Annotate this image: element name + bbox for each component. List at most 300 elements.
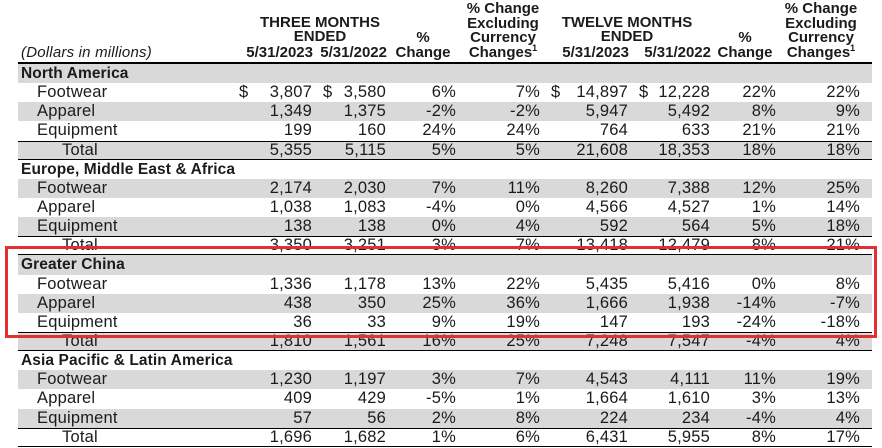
data-row	[18, 83, 872, 102]
percent: 4%	[515, 217, 540, 236]
pct-cell	[778, 160, 872, 179]
amount: 12,479	[658, 236, 710, 255]
percent: 22%	[742, 83, 776, 102]
amount: 1,178	[343, 274, 386, 293]
value-cell	[230, 409, 314, 428]
amount: 56	[367, 408, 386, 427]
total-row	[18, 332, 872, 351]
value-cell	[230, 255, 314, 274]
header-line: % Change	[466, 0, 540, 17]
value-cell	[630, 333, 712, 350]
value-cell	[230, 333, 314, 350]
header-line: Changes$^1$	[786, 42, 856, 61]
value-cell	[630, 217, 712, 236]
value-cell	[630, 237, 712, 254]
percent: 21%	[742, 121, 776, 140]
percent: 4%	[835, 408, 860, 427]
percent: -2%	[426, 102, 456, 121]
pct-cell	[458, 102, 542, 121]
percent: 7%	[515, 83, 540, 102]
pct-cell	[712, 429, 778, 446]
percent: 8%	[835, 274, 860, 293]
percent: 19%	[826, 370, 860, 389]
amount: 3,580	[343, 83, 386, 102]
percent: -7%	[830, 293, 860, 312]
value-cell	[630, 255, 712, 274]
pct-cell	[712, 389, 778, 408]
header-line: %	[738, 29, 752, 46]
pct-cell	[388, 275, 458, 294]
pct-cell	[458, 370, 542, 389]
percent: 8%	[751, 102, 776, 121]
data-row	[18, 294, 872, 313]
pct-cell	[388, 179, 458, 198]
value-cell	[542, 217, 630, 236]
header-line: % Change	[784, 0, 858, 17]
value-cell	[630, 351, 712, 370]
percent: 5%	[751, 217, 776, 236]
value-cell	[314, 179, 388, 198]
value-cell	[542, 121, 630, 140]
pct-change-header-12mo	[712, 0, 778, 62]
date-12mo-2023: 5/31/2023	[562, 43, 629, 61]
data-row	[18, 217, 872, 236]
value-cell	[542, 237, 630, 254]
pct-cell	[778, 121, 872, 140]
row-label: Total	[62, 236, 98, 255]
value-cell	[542, 429, 630, 446]
pct-cell	[388, 294, 458, 313]
value-cell	[542, 83, 630, 102]
percent: 21%	[826, 236, 860, 255]
value-cell	[230, 142, 314, 159]
pct-cell	[458, 389, 542, 408]
pct-cell	[778, 198, 872, 217]
pct-cell	[388, 313, 458, 332]
amount: 138	[283, 217, 312, 236]
value-cell	[630, 429, 712, 446]
pct-cell	[778, 64, 872, 83]
twelve-months-dates	[542, 43, 712, 61]
value-cell	[230, 64, 314, 83]
total-row	[18, 428, 872, 447]
row-label: Footwear	[37, 274, 108, 293]
amount: 5,947	[585, 102, 628, 121]
percent: 11%	[743, 370, 776, 389]
amount: 1,610	[667, 389, 710, 408]
amount: 2,174	[269, 178, 312, 197]
value-cell	[314, 121, 388, 140]
amount: 5,115	[344, 140, 386, 159]
value-cell	[542, 370, 630, 389]
value-cell	[542, 64, 630, 83]
currency-symbol: $	[551, 83, 561, 102]
value-cell	[630, 142, 712, 159]
value-cell	[314, 255, 388, 274]
value-cell	[230, 370, 314, 389]
value-cell	[542, 389, 630, 408]
amount: 3,251	[343, 236, 386, 255]
amount: 1,230	[269, 370, 312, 389]
value-cell	[230, 83, 314, 102]
percent: 14%	[826, 197, 860, 216]
header-line: Excluding	[785, 14, 857, 32]
pct-cell	[458, 179, 542, 198]
header-line: ENDED	[600, 28, 654, 45]
row-label: Asia Pacific & Latin America	[21, 352, 233, 370]
data-row	[18, 313, 872, 332]
amount: 7,248	[585, 331, 628, 350]
pct-cell	[778, 142, 872, 159]
pct-cell	[388, 370, 458, 389]
pct-cell	[712, 333, 778, 350]
value-cell	[230, 217, 314, 236]
amount: 1,083	[343, 197, 386, 216]
pct-cell	[712, 83, 778, 102]
date-3mo-2022: 5/31/2022	[320, 43, 387, 61]
pct-cell	[712, 121, 778, 140]
row-label: Total	[62, 427, 98, 446]
amount: 3,807	[269, 83, 312, 102]
amount: 5,355	[269, 140, 312, 159]
pct-cell	[388, 389, 458, 408]
amount: 14,897	[576, 83, 628, 102]
amount: 1,561	[343, 331, 386, 350]
pct-cell	[388, 255, 458, 274]
value-cell	[230, 389, 314, 408]
percent: 7%	[515, 370, 540, 389]
amount: 7,547	[667, 331, 710, 350]
pct-cell	[388, 198, 458, 217]
percent: 21%	[826, 121, 860, 140]
pct-excl-currency-header-12mo	[778, 0, 872, 62]
header-line: THREE MONTHS	[260, 13, 380, 31]
pct-cell	[712, 160, 778, 179]
percent: 13%	[422, 274, 456, 293]
row-label: Apparel	[37, 389, 96, 408]
value-cell	[314, 351, 388, 370]
pct-cell	[778, 237, 872, 254]
pct-cell	[778, 333, 872, 350]
pct-cell	[712, 198, 778, 217]
percent: 6%	[515, 427, 540, 446]
pct-cell	[458, 275, 542, 294]
pct-cell	[458, 121, 542, 140]
value-cell	[230, 313, 314, 332]
value-cell	[630, 198, 712, 217]
percent: 24%	[422, 121, 456, 140]
pct-cell	[388, 351, 458, 370]
dollars-in-millions-label: (Dollars in millions)	[21, 43, 152, 61]
row-label: Apparel	[37, 197, 96, 216]
three-months-title	[230, 13, 388, 45]
pct-cell	[388, 121, 458, 140]
percent: -4%	[426, 197, 456, 216]
pct-cell	[458, 409, 542, 428]
percent: 1%	[751, 197, 776, 216]
row-label: Equipment	[37, 121, 118, 140]
value-cell	[314, 83, 388, 102]
pct-cell	[458, 142, 542, 159]
percent: 25%	[826, 178, 860, 197]
data-row	[18, 198, 872, 217]
percent: 9%	[431, 312, 456, 331]
value-cell	[542, 333, 630, 350]
value-cell	[314, 370, 388, 389]
currency-symbol: $	[239, 83, 249, 102]
value-cell	[230, 275, 314, 294]
percent: -5%	[426, 389, 456, 408]
value-cell	[314, 333, 388, 350]
amount: 36	[293, 312, 312, 331]
amount: 2,030	[343, 178, 386, 197]
amount: 12,228	[658, 83, 710, 102]
value-cell	[630, 83, 712, 102]
percent: 7%	[431, 178, 456, 197]
pct-cell	[712, 142, 778, 159]
data-row	[18, 102, 872, 121]
percent: 8%	[751, 236, 776, 255]
value-cell	[542, 275, 630, 294]
pct-cell	[712, 409, 778, 428]
pct-cell	[778, 102, 872, 121]
pct-cell	[388, 429, 458, 446]
value-cell	[630, 275, 712, 294]
pct-cell	[778, 275, 872, 294]
amount: 193	[681, 312, 710, 331]
value-cell	[314, 198, 388, 217]
pct-cell	[458, 198, 542, 217]
twelve-months-title	[542, 13, 712, 45]
amount: 5,955	[667, 427, 710, 446]
amount: 592	[599, 217, 628, 236]
percent: 12%	[742, 178, 776, 197]
percent: 25%	[506, 331, 540, 350]
percent: 2%	[431, 408, 456, 427]
pct-cell	[458, 217, 542, 236]
amount: 1,664	[585, 389, 628, 408]
amount: 4,527	[667, 197, 710, 216]
percent: 6%	[431, 83, 456, 102]
percent: 24%	[506, 121, 540, 140]
pct-cell	[778, 370, 872, 389]
amount: 3,350	[269, 236, 312, 255]
row-label: North America	[21, 65, 129, 82]
value-cell	[630, 370, 712, 389]
row-label: Footwear	[37, 178, 108, 197]
header-meta-cell	[18, 0, 230, 62]
amount: 18,353	[658, 140, 710, 159]
percent: 18%	[742, 140, 776, 159]
value-cell	[230, 160, 314, 179]
amount: 7,388	[667, 178, 710, 197]
amount: 4,543	[585, 370, 628, 389]
header-line: Changes$^1$	[468, 42, 538, 61]
value-cell	[230, 121, 314, 140]
amount: 13,418	[576, 236, 628, 255]
amount: 21,608	[576, 140, 628, 159]
pct-cell	[458, 83, 542, 102]
pct-cell	[388, 83, 458, 102]
three-months-header	[230, 0, 388, 62]
header-line: TWELVE MONTHS	[561, 13, 693, 31]
percent: 17%	[826, 427, 860, 446]
pct-cell	[778, 294, 872, 313]
amount: 564	[681, 217, 710, 236]
value-cell	[314, 217, 388, 236]
amount: 1,349	[269, 102, 312, 121]
percent: 8%	[515, 408, 540, 427]
row-label: Europe, Middle East & Africa	[21, 160, 236, 178]
pct-cell	[712, 102, 778, 121]
value-cell	[630, 160, 712, 179]
value-cell	[230, 102, 314, 121]
pct-cell	[778, 313, 872, 332]
row-label: Total	[62, 331, 98, 350]
pct-cell	[712, 370, 778, 389]
header-line: Currency	[470, 29, 536, 46]
amount: 633	[681, 121, 710, 140]
pct-cell	[388, 142, 458, 159]
percent: -4%	[746, 408, 776, 427]
percent: 0%	[431, 217, 456, 236]
value-cell	[542, 409, 630, 428]
value-cell	[630, 389, 712, 408]
value-cell	[314, 102, 388, 121]
value-cell	[314, 389, 388, 408]
amount: 138	[357, 217, 386, 236]
pct-cell	[458, 351, 542, 370]
percent: 22%	[506, 274, 540, 293]
pct-cell	[778, 255, 872, 274]
value-cell	[542, 179, 630, 198]
row-label: Apparel	[37, 293, 96, 312]
amount: 350	[357, 293, 386, 312]
value-cell	[542, 255, 630, 274]
value-cell	[230, 294, 314, 313]
table-body	[18, 64, 872, 447]
percent: 13%	[826, 389, 860, 408]
percent: 7%	[515, 236, 540, 255]
total-row	[18, 236, 872, 255]
value-cell	[630, 179, 712, 198]
amount: 224	[599, 408, 628, 427]
date-3mo-2023: 5/31/2023	[246, 43, 313, 61]
pct-cell	[712, 255, 778, 274]
amount: 4,566	[585, 197, 628, 216]
value-cell	[230, 429, 314, 446]
data-row	[18, 275, 872, 294]
amount: 4,111	[670, 370, 710, 389]
pct-cell	[458, 64, 542, 83]
value-cell	[314, 294, 388, 313]
value-cell	[542, 351, 630, 370]
value-cell	[630, 409, 712, 428]
value-cell	[314, 409, 388, 428]
amount: 6,431	[585, 427, 628, 446]
percent: -14%	[736, 293, 776, 312]
row-label: Equipment	[37, 408, 118, 427]
amount: 234	[681, 408, 710, 427]
row-label: Total	[62, 140, 98, 159]
revenue-table	[18, 0, 872, 447]
value-cell	[314, 313, 388, 332]
value-cell	[630, 313, 712, 332]
amount: 1,666	[585, 293, 628, 312]
pct-cell	[712, 313, 778, 332]
amount: 5,416	[667, 274, 710, 293]
amount: 1,336	[269, 274, 312, 293]
value-cell	[542, 102, 630, 121]
percent: 3%	[751, 389, 776, 408]
data-row	[18, 389, 872, 408]
percent: 8%	[751, 427, 776, 446]
pct-cell	[388, 64, 458, 83]
pct-cell	[458, 160, 542, 179]
value-cell	[542, 198, 630, 217]
pct-cell	[778, 389, 872, 408]
pct-cell	[712, 217, 778, 236]
footnote-marker: 1	[850, 42, 856, 53]
amount: 1,696	[269, 427, 312, 446]
header-line: Excluding	[467, 14, 539, 32]
pct-cell	[778, 83, 872, 102]
pct-cell	[388, 237, 458, 254]
pct-excl-currency-header-3mo	[458, 0, 542, 62]
value-cell	[314, 64, 388, 83]
percent: 22%	[826, 83, 860, 102]
percent: 5%	[515, 140, 540, 159]
percent: 4%	[835, 331, 860, 350]
section-row	[18, 160, 872, 179]
percent: 36%	[506, 293, 540, 312]
pct-cell	[388, 333, 458, 350]
percent: 0%	[751, 274, 776, 293]
header-line: Currency	[788, 29, 854, 46]
value-cell	[630, 294, 712, 313]
amount: 5,435	[585, 274, 628, 293]
header-line: Change	[395, 43, 451, 61]
pct-cell	[458, 429, 542, 446]
value-cell	[630, 64, 712, 83]
percent: 18%	[826, 217, 860, 236]
amount: 199	[283, 121, 312, 140]
amount: 57	[293, 408, 312, 427]
row-label: Footwear	[37, 83, 108, 102]
pct-cell	[712, 64, 778, 83]
value-cell	[230, 237, 314, 254]
section-row	[18, 351, 872, 370]
amount: 1,197	[343, 370, 386, 389]
percent: -2%	[510, 102, 540, 121]
amount: 409	[283, 389, 312, 408]
amount: 1,375	[343, 102, 386, 121]
pct-cell	[712, 179, 778, 198]
table-header	[18, 0, 872, 64]
amount: 429	[357, 389, 386, 408]
pct-cell	[712, 275, 778, 294]
pct-cell	[458, 333, 542, 350]
pct-cell	[458, 255, 542, 274]
percent: 3%	[431, 236, 456, 255]
percent: 5%	[431, 140, 456, 159]
percent: 18%	[826, 140, 860, 159]
value-cell	[542, 294, 630, 313]
amount: 147	[599, 312, 628, 331]
pct-cell	[458, 237, 542, 254]
data-row	[18, 370, 872, 389]
value-cell	[630, 102, 712, 121]
